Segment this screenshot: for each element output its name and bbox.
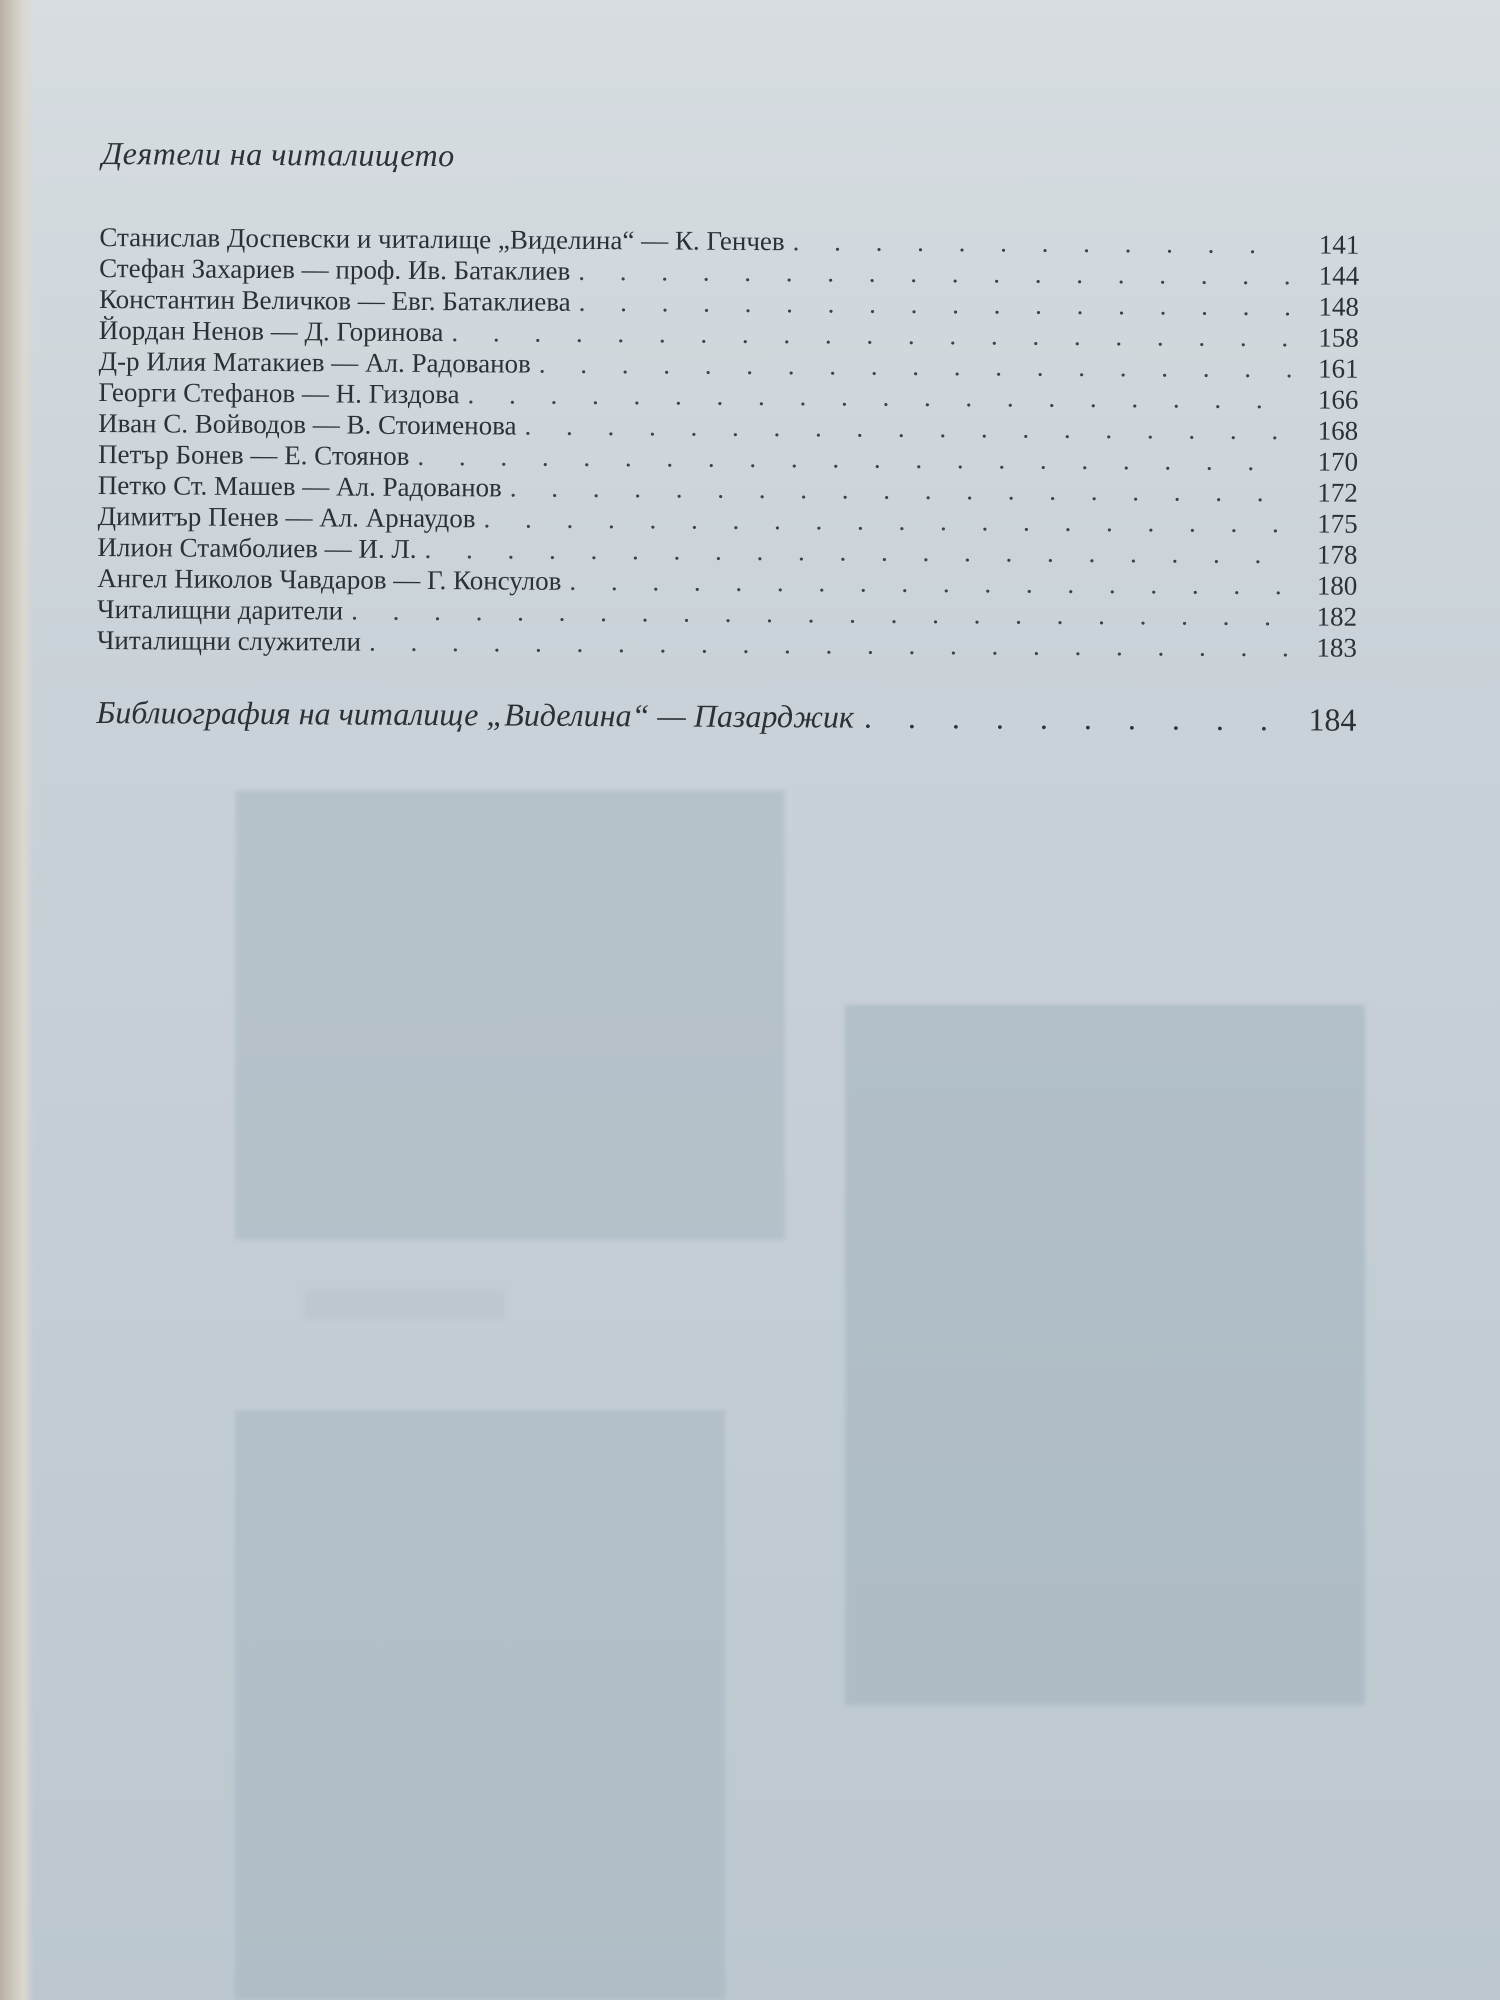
show-through-caption [305, 1290, 505, 1320]
toc-entry[interactable] [97, 625, 1357, 664]
show-through-photo-bottom-left [235, 1410, 725, 2000]
toc-entry-page: 148 [1318, 291, 1360, 322]
dot-leader [524, 411, 1290, 447]
toc-entry-page: 170 [1317, 446, 1359, 477]
dot-leader [369, 627, 1289, 664]
toc-entry-page: 183 [1316, 632, 1357, 663]
toc-entry-title: Иван С. Войводов — В. Стоименова [98, 407, 517, 441]
toc-entry-page: 166 [1317, 384, 1359, 415]
dot-leader [578, 256, 1291, 291]
toc-entry-title: Георги Стефанов — Н. Гиздова [98, 376, 460, 410]
bibliography-title: Библиография на читалище „Виделина“ — Пазарджик [96, 693, 855, 735]
dot-leader [569, 566, 1289, 601]
toc-entry-title: Димитър Пенев — Ал. Арнаудов [97, 500, 476, 534]
toc-entry-page: 144 [1318, 260, 1360, 291]
toc-entry-page: 158 [1318, 322, 1359, 353]
show-through-photo-right [845, 1005, 1365, 1705]
toc-entry-page: 182 [1316, 601, 1358, 632]
toc-entry-title: Читалищни служители [96, 624, 362, 657]
toc-entry-page: 168 [1317, 415, 1359, 446]
toc-entry-title: Д-р Илия Матакиев — Ал. Радованов [98, 345, 531, 379]
toc-entry-page: 172 [1317, 477, 1358, 508]
toc-entry-title: Петко Ст. Машев — Ал. Радованов [97, 469, 502, 503]
toc-entry-title: Стефан Захариев — проф. Ив. Батаклиев [99, 252, 571, 286]
toc-entry-title: Петър Бонев — Е. Стоянов [97, 438, 410, 471]
toc-entry-title: Илион Стамболиев — И. Л. [97, 531, 417, 564]
toc-entry-page: 178 [1316, 539, 1358, 570]
toc-entry-title: Ангел Николов Чавдаров — Г. Консулов [97, 562, 562, 596]
dot-leader [539, 349, 1291, 385]
dot-leader [451, 317, 1291, 353]
toc-entry-title: Читалищни дарители [97, 593, 344, 626]
dot-leader [864, 699, 1277, 739]
dot-leader [483, 503, 1289, 539]
table-of-contents [96, 135, 1360, 739]
bibliography-entry[interactable] [96, 694, 1356, 739]
toc-entry-title: Йордан Ненов — Д. Горинова [98, 314, 444, 348]
toc-entry-page: 141 [1318, 229, 1360, 260]
page-binding-edge [0, 0, 34, 2000]
dot-leader [510, 473, 1290, 509]
toc-entry-page: 180 [1316, 570, 1358, 601]
toc-entry-title: Константин Величков — Евг. Батаклиева [98, 283, 571, 317]
dot-leader [793, 226, 1292, 260]
show-through-photo-top-left [235, 790, 785, 1240]
bibliography-page: 184 [1308, 701, 1357, 738]
toc-list [97, 222, 1360, 664]
section-title: Деятели на читалището [101, 135, 455, 174]
dot-leader [579, 287, 1292, 322]
dot-leader [467, 379, 1290, 415]
toc-entry-page: 175 [1317, 508, 1358, 539]
toc-entry-title: Станислав Доспевски и читалище „Виделина“ — К. Генчев [99, 221, 785, 257]
toc-entry-page: 161 [1318, 353, 1359, 384]
